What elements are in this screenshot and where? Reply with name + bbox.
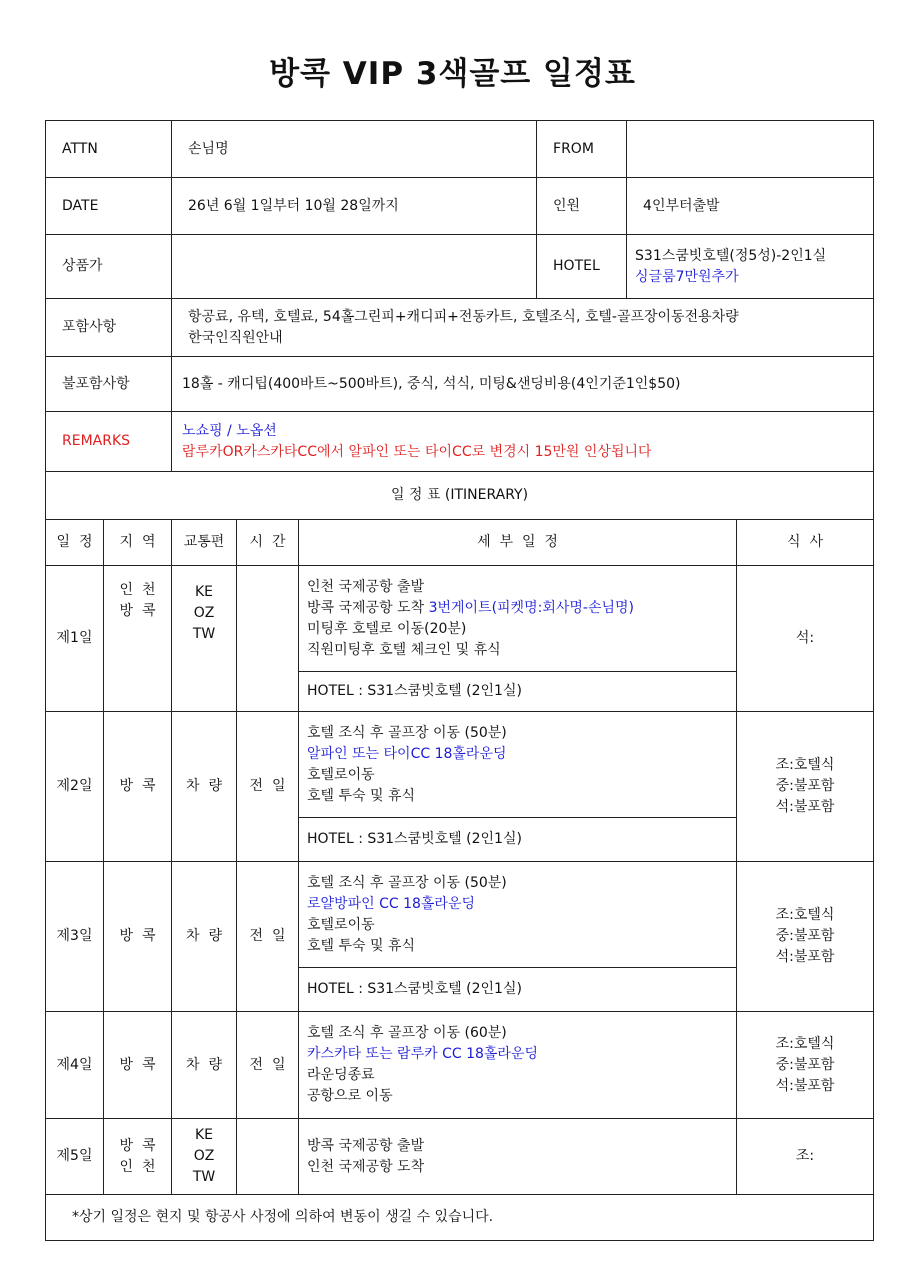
header-day: 일 정 — [46, 520, 104, 566]
itinerary-sheet — [45, 120, 874, 1241]
header-time: 시 간 — [237, 520, 299, 566]
day-transport: 차 량 — [172, 712, 237, 862]
schedule-line: 공항으로 이동 — [307, 1088, 393, 1104]
footnote: *상기 일정은 현지 및 항공사 사정에 의하여 변동이 생길 수 있습니다. — [46, 1195, 874, 1241]
schedule-line: 미팅후 호텔로 이동(20분) — [307, 620, 467, 637]
day-region: 방 콕 — [104, 862, 172, 1012]
day-region — [104, 566, 172, 712]
itinerary-heading: 일 정 표 (ITINERARY) — [46, 472, 874, 520]
included-line: 항공료, 유텍, 호텔료, 54홀그린피+캐디피+전동카트, 호텔조식, 호텔-골프장이동전용차량 — [188, 308, 739, 325]
day-region — [104, 1119, 172, 1195]
schedule-line: 호텔 조식 후 골프장 이동 (50분) — [307, 874, 507, 891]
hotel-label: HOTEL — [537, 235, 627, 299]
meal-line: 조:호텔식 — [775, 907, 835, 923]
day-schedule — [299, 1119, 737, 1195]
schedule-line: 호텔 조식 후 골프장 이동 (50분) — [307, 724, 507, 741]
day-label: 제4일 — [46, 1012, 104, 1119]
day-region: 방 콕 — [104, 1012, 172, 1119]
day-schedule — [299, 862, 737, 968]
transport-line: TW — [192, 626, 216, 642]
header-transport: 교통편 — [172, 520, 237, 566]
region-line: 인 천 — [119, 1158, 156, 1175]
remarks-line: 노쇼핑 / 노옵션 — [182, 422, 277, 439]
day-transport: 차 량 — [172, 1012, 237, 1119]
transport-line: TW — [192, 1169, 216, 1185]
day-label: 제1일 — [46, 566, 104, 712]
schedule-line: 알파인 또는 타이CC 18홀라운딩 — [307, 745, 507, 762]
attn-label: ATTN — [46, 121, 172, 178]
remarks-value — [172, 412, 874, 472]
schedule-line: 로얄방파인 CC 18홀라운딩 — [307, 895, 475, 912]
header-detail: 세 부 일 정 — [299, 520, 737, 566]
from-value — [627, 121, 874, 178]
header-meal: 식 사 — [737, 520, 874, 566]
day-schedule — [299, 712, 737, 818]
schedule-line: 카스카타 또는 람루카 CC 18홀라운딩 — [307, 1046, 538, 1062]
day-transport — [172, 1119, 237, 1195]
day-hotel: HOTEL : S31스쿰빗호텔 (2인1실) — [299, 818, 737, 862]
day-meal: 석: — [737, 566, 874, 712]
transport-line: KE — [195, 584, 214, 600]
schedule-line-text: 방콕 국제공항 도착 — [307, 599, 429, 616]
day-transport — [172, 566, 237, 712]
picket-note: 3번게이트(피켓명:회사명-손님명) — [428, 599, 634, 616]
meal-line: 조:호텔식 — [775, 1035, 835, 1052]
day-meal — [737, 1012, 874, 1119]
price-value — [172, 235, 537, 299]
day-region: 방 콕 — [104, 712, 172, 862]
region-line: 방 콕 — [119, 1137, 156, 1154]
schedule-line: 인천 국제공항 출발 — [307, 578, 425, 595]
meal-line: 중:불포함 — [775, 1056, 835, 1073]
schedule-line — [307, 598, 728, 619]
page-title: 방콕 VIP 3색골프 일정표 — [269, 56, 636, 92]
schedule-line: 라운딩종료 — [307, 1067, 375, 1083]
meal-line: 석:불포함 — [775, 1077, 835, 1094]
excluded-value: 18홀 - 캐디팁(400바트~500바트), 중식, 석식, 미팅&샌딩비용(4인기준1인$50) — [172, 357, 874, 412]
region-line: 방 콕 — [119, 603, 156, 619]
included-label: 포함사항 — [46, 299, 172, 357]
meal-line: 석:불포함 — [775, 799, 835, 815]
day-meal: 조: — [737, 1119, 874, 1195]
schedule-line: 호텔로이동 — [307, 766, 375, 783]
day-meal — [737, 712, 874, 862]
schedule-line: 호텔로이동 — [307, 916, 375, 933]
meal-line: 중:불포함 — [775, 778, 835, 794]
day-hotel: HOTEL : S31스쿰빗호텔 (2인1실) — [299, 968, 737, 1012]
header-region: 지 역 — [104, 520, 172, 566]
remarks-label: REMARKS — [46, 412, 172, 472]
meal-line: 석:불포함 — [775, 949, 835, 965]
day-meal — [737, 862, 874, 1012]
date-label: DATE — [46, 178, 172, 235]
from-label: FROM — [537, 121, 627, 178]
day-time: 전 일 — [237, 862, 299, 1012]
hotel-value-line: S31스쿰빗호텔(정5성)-2인1실 — [635, 247, 827, 264]
remarks-line: 람루카OR카스카타CC에서 알파인 또는 타이CC로 변경시 15만원 인상됩니다 — [182, 443, 652, 460]
hotel-value — [627, 235, 874, 299]
transport-line: OZ — [193, 1148, 215, 1164]
day-time — [237, 566, 299, 712]
single-room-note: 싱글룸7만원추가 — [635, 268, 739, 285]
day-hotel: HOTEL : S31스쿰빗호텔 (2인1실) — [299, 672, 737, 712]
attn-value: 손님명 — [172, 121, 537, 178]
schedule-line: 인천 국제공항 도착 — [307, 1158, 425, 1175]
schedule-line: 직원미팅후 호텔 체크인 및 휴식 — [307, 641, 501, 658]
schedule-line: 호텔 투숙 및 휴식 — [307, 937, 416, 954]
meal-line: 중:불포함 — [775, 928, 835, 944]
day-time: 전 일 — [237, 1012, 299, 1119]
included-value — [172, 299, 874, 357]
region-line: 인 천 — [119, 582, 156, 598]
day-schedule — [299, 1012, 737, 1119]
schedule-line: 호텔 조식 후 골프장 이동 (60분) — [307, 1025, 507, 1041]
day-time — [237, 1119, 299, 1195]
day-label: 제5일 — [46, 1119, 104, 1195]
people-value: 4인부터출발 — [627, 178, 874, 235]
included-line: 한국인직원안내 — [188, 329, 283, 346]
day-label: 제2일 — [46, 712, 104, 862]
people-label: 인원 — [537, 178, 627, 235]
day-label: 제3일 — [46, 862, 104, 1012]
price-label: 상품가 — [46, 235, 172, 299]
date-value: 26년 6월 1일부터 10월 28일까지 — [172, 178, 537, 235]
schedule-line: 호텔 투숙 및 휴식 — [307, 787, 416, 804]
day-time: 전 일 — [237, 712, 299, 862]
day-transport: 차 량 — [172, 862, 237, 1012]
meal-line: 조:호텔식 — [775, 757, 835, 773]
transport-line: KE — [195, 1127, 214, 1143]
schedule-line: 방콕 국제공항 출발 — [307, 1137, 425, 1154]
excluded-label: 불포함사항 — [46, 357, 172, 412]
day-schedule — [299, 566, 737, 672]
transport-line: OZ — [193, 605, 215, 621]
